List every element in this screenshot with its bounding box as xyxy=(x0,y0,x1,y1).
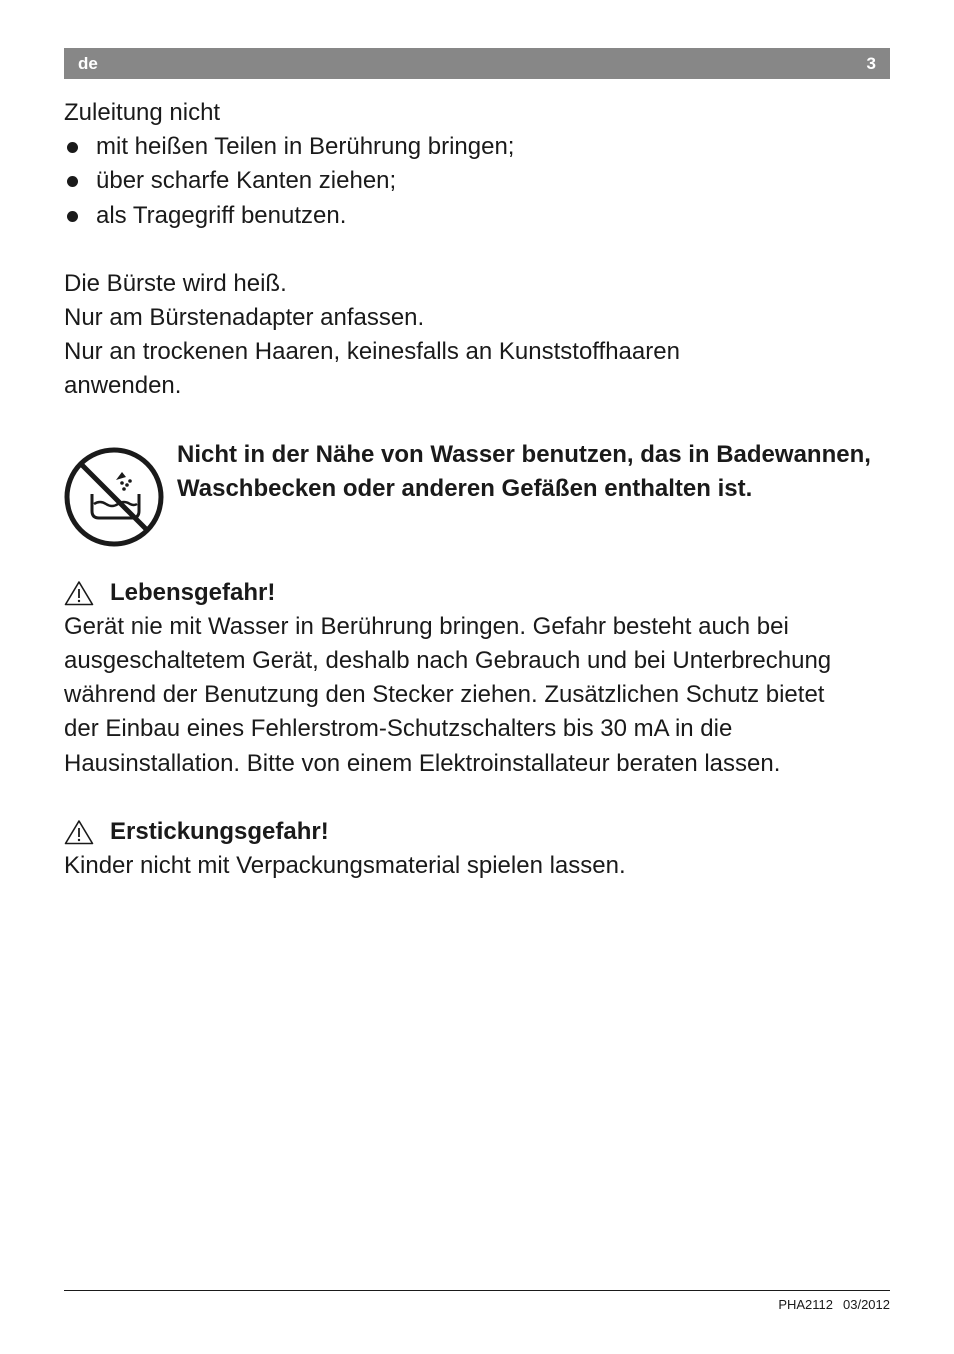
language-code: de xyxy=(78,54,98,73)
brush-adapter-text: Nur am Bürstenadapter anfassen. xyxy=(64,304,425,332)
water-warning-text: Nicht in der Nähe von Wasser benutzen, das in Badewannen, Waschbecken oder anderen Gefäßen enthalten ist. xyxy=(177,440,871,502)
bullet-icon xyxy=(67,176,78,187)
list-item: über scharfe Kanten ziehen; xyxy=(64,164,894,198)
no-water-bath-icon xyxy=(64,447,164,547)
danger-suffocation-text: Kinder nicht mit Verpackungsmaterial spielen lassen. xyxy=(64,852,626,880)
edition-date: 03/2012 xyxy=(843,1297,890,1312)
list-item: mit heißen Teilen in Berührung bringen; xyxy=(64,130,894,164)
water-warning xyxy=(64,438,894,542)
warning-triangle-icon xyxy=(64,580,94,606)
cord-intro: Zuleitung nicht xyxy=(64,99,221,126)
warning-triangle-icon xyxy=(64,819,94,845)
header-bar xyxy=(64,48,890,79)
list-item: als Tragegriff benutzen. xyxy=(64,199,894,233)
danger-life-text: Gerät nie mit Wasser in Berührung bringen. Gefahr besteht auch bei ausgeschaltetem Gerät, deshalb nach Gebrauch und bei Unterbrechung während der Benutzung den Stecker ziehen. Zusätzlichen Schutz bietet der Einbau eines Fehlerstrom-Schutzschalters bis 30 mA in die Hausinstallation. Bitte von einem Elektroinstallateur beraten lassen. xyxy=(64,612,832,777)
danger-life-heading: Lebensgefahr! xyxy=(64,576,894,610)
page-content xyxy=(64,96,894,883)
model-number: PHA2112 xyxy=(778,1297,833,1312)
danger-suffocation-heading: Erstickungsgefahr! xyxy=(64,815,894,849)
brush-hot-text: Die Bürste wird heiß. xyxy=(64,269,287,297)
brush-dry-hair-text: Nur an trockenen Haaren, keinesfalls an Kunststoffhaaren anwenden. xyxy=(64,338,680,400)
footer xyxy=(778,1297,890,1312)
footer-divider xyxy=(64,1290,890,1291)
page-number: 3 xyxy=(866,54,876,73)
bullet-icon xyxy=(67,142,78,153)
bullet-icon xyxy=(67,211,78,222)
cord-list xyxy=(64,130,894,233)
